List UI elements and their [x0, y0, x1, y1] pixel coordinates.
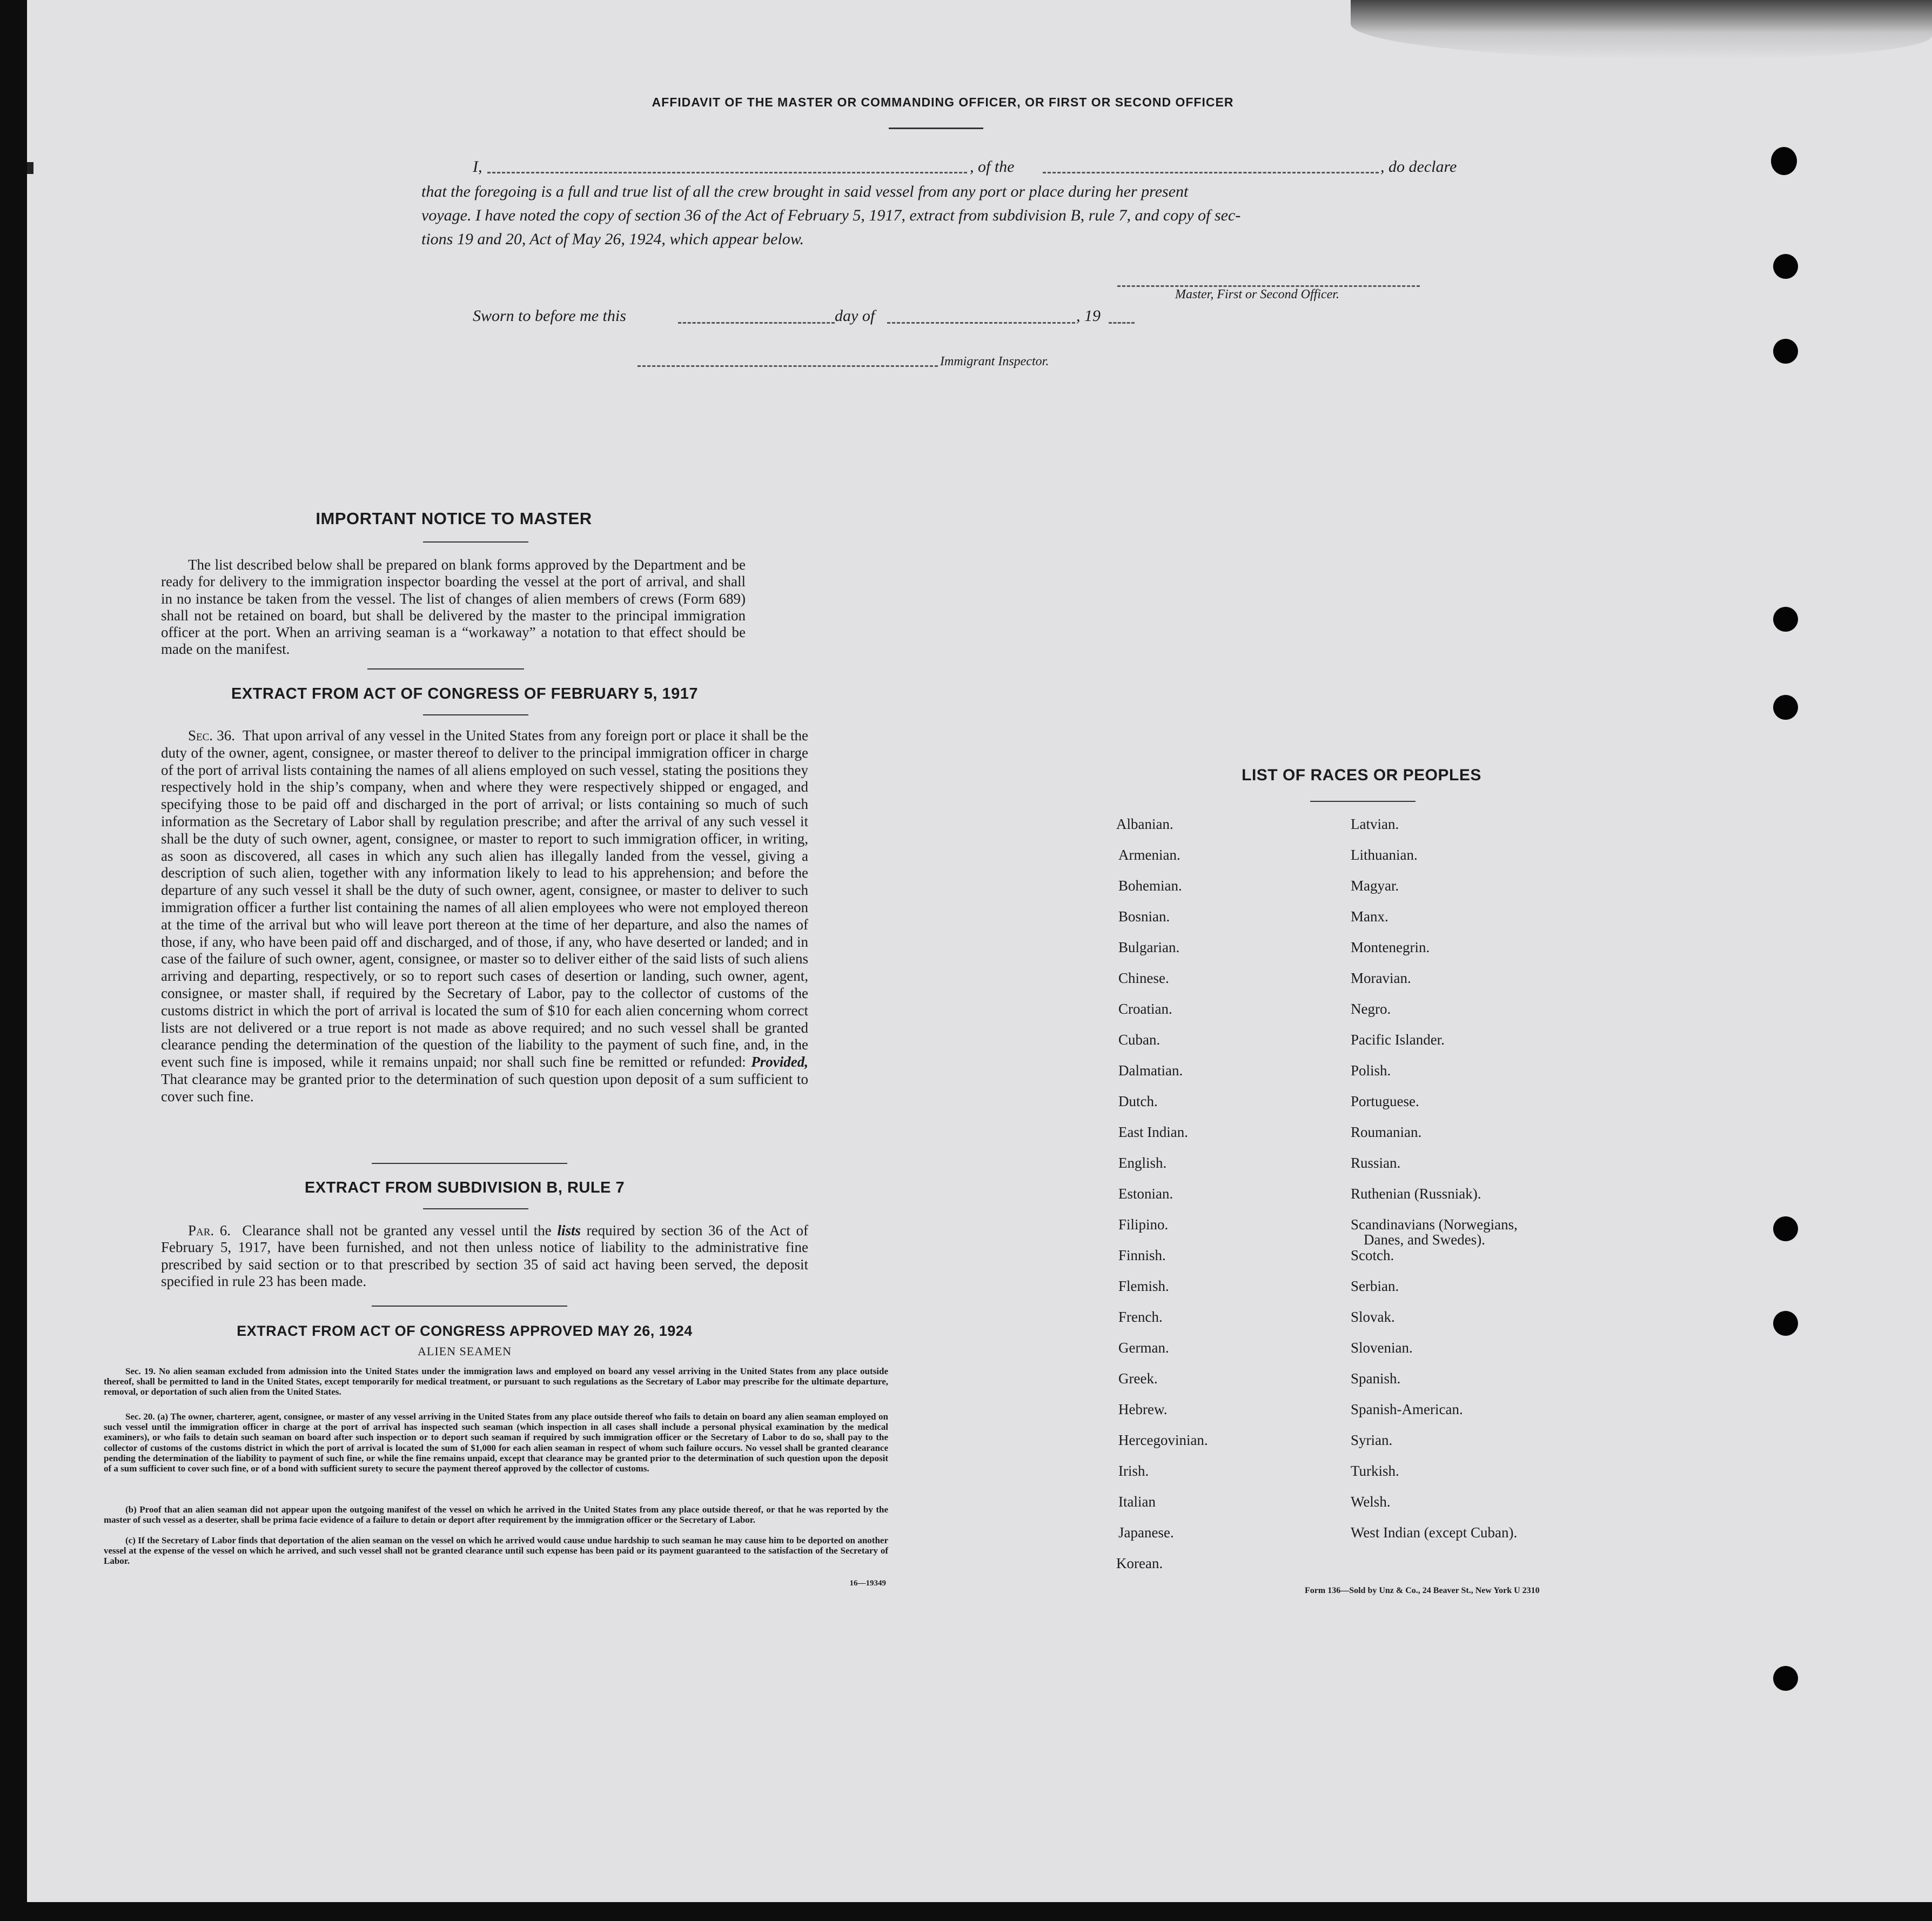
race-item: Hebrew.	[1118, 1401, 1168, 1417]
act1924-subtitle: ALIEN SEAMEN	[418, 1344, 512, 1358]
race-item: Cuban.	[1118, 1032, 1160, 1048]
act1917-body	[161, 727, 808, 1106]
affidavit-i-label: I,	[473, 158, 482, 176]
act1924-sec20a-text: (a) The owner, charterer, agent, consignee, or master of any vessel arriving in the United States from any place outside thereof who fails to detain on board any alien seaman employed on such vessel until the immigration officer in charge at the port of arrival has inspected such seaman (which inspection in all cases shall include a personal physical examination by the medical examiners), or who fails to detain such seaman on board after such inspection or to deport such seaman if required by such immigration officer or the Secretary of Labor to do so, shall pay to the collector of customs of the customs district in which the port of arrival is located the sum of $1,000 for each alien seaman in respect of whom such failure occurs. No vessel shall be granted clearance pending the determination of the liability to payment of such fine, or while the fine remains unpaid, except that clearance may be granted prior to the determination of such question upon the deposit of a sum sufficient to cover such fine, or of a bond with sufficient surety to secure the payment thereof approved by the collector of customs.	[104, 1411, 888, 1474]
act1924-title: EXTRACT FROM ACT OF CONGRESS APPROVED MAY 26, 1924	[237, 1323, 693, 1339]
notice-end-rule	[367, 668, 524, 670]
race-item: French.	[1118, 1309, 1163, 1325]
rule7-end-rule	[372, 1306, 567, 1307]
race-item: Bosnian.	[1118, 908, 1170, 925]
affidavit-line-2: that the foregoing is a full and true list of all the crew brought in said vessel from any port or place during her present	[421, 183, 1189, 200]
rule7-title: EXTRACT FROM SUBDIVISION B, RULE 7	[304, 1179, 625, 1196]
race-item: Bulgarian.	[1118, 939, 1180, 955]
do-declare-label: , do declare	[1380, 158, 1457, 176]
rule7-text-a: Clearance shall not be granted any vessel until the	[242, 1222, 552, 1239]
punch-hole	[1773, 1216, 1798, 1241]
race-item: Russian.	[1351, 1155, 1401, 1171]
act1917-end-rule	[372, 1163, 567, 1164]
race-item: Moravian.	[1351, 970, 1411, 986]
race-item: Polish.	[1351, 1062, 1391, 1079]
race-item: English.	[1118, 1155, 1167, 1171]
punch-hole	[1773, 1311, 1798, 1336]
race-item: Spanish-American.	[1351, 1401, 1463, 1417]
race-item: Slovak.	[1351, 1309, 1395, 1325]
act1917-rule	[423, 714, 528, 715]
notice-body: The list described below shall be prepared on blank forms approved by the Department and be ready for delivery to the immigration inspector boarding the vessel at the port of arrival, and shall in no instance be taken from the vessel. The list of changes of alien members of crews (Form 689) shall not be retained on board, but shall be delivered by the master to the principal immigration officer at the port. When an arriving seaman is a “workaway” a notation to that effect should be made on the manifest.	[161, 557, 746, 658]
race-item: Serbian.	[1351, 1278, 1399, 1294]
race-item: Negro.	[1351, 1001, 1391, 1017]
act1924-sec19	[104, 1366, 888, 1397]
act1917-provided: Provided,	[751, 1054, 809, 1070]
race-item: Welsh.	[1351, 1494, 1391, 1510]
punch-hole	[1773, 1666, 1798, 1691]
race-item: Scotch.	[1351, 1247, 1394, 1263]
inspector-label: Immigrant Inspector.	[940, 354, 1049, 369]
act1917-text-b: That clearance may be granted prior to the determination of such question upon deposit of a sum sufficient to cover such fine.	[161, 1070, 808, 1105]
race-item: Spanish.	[1351, 1370, 1401, 1387]
race-item: East Indian.	[1118, 1124, 1188, 1140]
rule7-lists: lists	[557, 1222, 581, 1239]
race-item: Dalmatian.	[1118, 1062, 1183, 1079]
race-item: Dutch.	[1118, 1093, 1158, 1109]
left-edge-mark	[27, 162, 33, 174]
race-item: Turkish.	[1351, 1463, 1399, 1479]
affidavit-line-3: voyage. I have noted the copy of section 36 of the Act of February 5, 1917, extract from subdivision B, rule 7, and copy of sec-	[421, 206, 1241, 224]
punch-hole	[1773, 695, 1798, 720]
act1917-text-a: That upon arrival of any vessel in the United States from any foreign port or place it shall be the duty of the owner, agent, consignee, or master thereof to deliver to the principal immigration officer in charge of the port of arrival lists containing the names of all aliens employed on such vessel, stating the positions they respectively hold in the ship’s company, when and where they were respectively shipped or engaged, and specifying those to be paid off and discharged in the port of arrival; or lists containing so much of such information as the Secretary of Labor shall by regulation prescribe; and after the arrival of any such vessel it shall be the duty of such owner, agent, consignee, or master to report to such immigration officer, in writing, as soon as discovered, all cases in which any such alien has illegally landed from the vessel, giving a description of such alien, together with any information likely to lead to his apprehension; and before the departure of any such vessel it shall be the duty of such owner, agent, consignee, or master to deliver to such immigration officer a further list containing the names of all alien employees who were not employed thereon at the time of the arrival but who will leave port thereon at the time of her departure, and also the names of those, if any, who have been paid off and discharged, and of those, if any, who have deserted or landed; and in case of the failure of such owner, agent, consignee, or master so to deliver either of the said lists of such aliens arriving and departing, respectively, or so to report such cases of desertion or landing, such owner, agent, consignee, or master shall, if required by the Secretary of Labor, pay to the collector of customs of the customs district in which the port of arrival is located the sum of $10 for each alien concerning whom correct lists are not delivered or a true report is not made as above required; and no such vessel shall be granted clearance pending the determination of the question of the liability to the payment of such fine, and, in the event such fine is imposed, while it remains unpaid; nor shall such fine be remitted or refunded:	[161, 727, 808, 1070]
rule7-par-label: Par. 6.	[188, 1222, 231, 1239]
punch-hole	[1773, 254, 1798, 279]
title-rule	[889, 128, 983, 129]
act1924-sec20c: (c) If the Secretary of Labor finds that deportation of the alien seaman on the vessel on which he arrived would cause undue hardship to such seaman he may cause him to be deported on another vessel at the expense of the vessel on which he arrived, and such vessel shall not be granted clearance until such expense has been paid or its payment guaranteed to the satisfaction of the Secretary of Labor.	[104, 1535, 888, 1567]
race-item: Irish.	[1118, 1463, 1149, 1479]
race-item: Filipino.	[1118, 1216, 1169, 1233]
race-item: Scandinavians (Norwegians,	[1351, 1216, 1518, 1233]
race-item: Danes, and Swedes).	[1364, 1231, 1485, 1248]
races-title: LIST OF RACES OR PEOPLES	[1242, 766, 1481, 784]
day-of-label: day of	[835, 307, 875, 325]
race-item: Italian	[1118, 1494, 1156, 1510]
race-item: Roumanian.	[1351, 1124, 1422, 1140]
punch-hole	[1773, 607, 1798, 632]
year-label: , 19	[1076, 307, 1101, 325]
race-item: Slovenian.	[1351, 1340, 1413, 1356]
race-item: West Indian (except Cuban).	[1351, 1524, 1518, 1541]
rule7-rule	[423, 1208, 528, 1209]
race-item: Greek.	[1118, 1370, 1158, 1387]
inspector-signature-field[interactable]	[638, 365, 938, 367]
race-item: Croatian.	[1118, 1001, 1172, 1017]
act1917-title: EXTRACT FROM ACT OF CONGRESS OF FEBRUARY 5, 1917	[231, 685, 699, 702]
race-item: Korean.	[1116, 1555, 1163, 1571]
race-item: Latvian.	[1351, 816, 1399, 832]
race-item: Chinese.	[1118, 970, 1169, 986]
rule7-text-b: required by section 36 of the Act of February 5, 1917, have been furnished, and not then unless notice of liability to the administrative fine prescribed by said section or to that prescribed by section 35 of said act having been served, the deposit specified in rule 23 has been made.	[161, 1222, 808, 1289]
master-name-field[interactable]	[487, 172, 967, 173]
races-rule	[1310, 801, 1416, 802]
race-item: Montenegrin.	[1351, 939, 1430, 955]
notice-title: IMPORTANT NOTICE TO MASTER	[316, 509, 592, 528]
act1924-sec19-label: Sec. 19.	[125, 1366, 156, 1376]
act1924-code: 16—19349	[849, 1579, 886, 1588]
race-item: Manx.	[1351, 908, 1388, 925]
race-item: Syrian.	[1351, 1432, 1393, 1448]
notice-rule	[423, 541, 528, 543]
race-item: Magyar.	[1351, 878, 1399, 894]
sworn-label: Sworn to before me this	[473, 307, 626, 325]
punch-hole	[1771, 147, 1797, 175]
race-item: Finnish.	[1118, 1247, 1166, 1263]
punch-hole	[1773, 339, 1798, 364]
sworn-year-field[interactable]	[1109, 322, 1135, 324]
form-footer-note: Form 136—Sold by Unz & Co., 24 Beaver St., New York U 2310	[1305, 1586, 1540, 1595]
race-item: Hercegovinian.	[1118, 1432, 1208, 1448]
race-item: Bohemian.	[1118, 878, 1182, 894]
affidavit-title: AFFIDAVIT OF THE MASTER OR COMMANDING OFFICER, OR FIRST OR SECOND OFFICER	[652, 95, 1234, 109]
act1924-sec20-label: Sec. 20.	[125, 1411, 155, 1422]
race-item: Albanian.	[1116, 816, 1173, 832]
act1924-sec20b: (b) Proof that an alien seaman did not appear upon the outgoing manifest of the vessel on which he arrived in the United States from any place outside thereof, or that he was reported by the master of such vessel as a deserter, shall be prima facie evidence of a failure to detain or deport after requirement by the immigration officer or the Secretary of Labor.	[104, 1504, 888, 1525]
master-signature-field[interactable]	[1117, 285, 1420, 287]
race-item: Estonian.	[1118, 1186, 1173, 1202]
sworn-month-field[interactable]	[887, 322, 1075, 324]
master-signature-label: Master, First or Second Officer.	[1175, 287, 1339, 302]
race-item: Armenian.	[1118, 847, 1180, 863]
act1924-sec20a	[104, 1411, 888, 1474]
race-item: Flemish.	[1118, 1278, 1169, 1294]
sworn-day-field[interactable]	[678, 322, 835, 324]
race-item: German.	[1118, 1340, 1169, 1356]
vessel-name-field[interactable]	[1043, 172, 1379, 173]
race-item: Ruthenian (Russniak).	[1351, 1186, 1481, 1202]
of-the-label: , of the	[970, 158, 1015, 176]
race-item: Pacific Islander.	[1351, 1032, 1445, 1048]
top-stain	[1351, 0, 1932, 59]
act1924-sec19-text: No alien seaman excluded from admission into the United States under the immigration laws and employed on board any vessel arriving in the United States from any place outside thereof, shall be permitted to land in the United States, except temporarily for medical treatment, or pursuant to such regulations as the Secretary of Labor may prescribe for the ultimate departure, removal, or deportation of such alien from the United States.	[104, 1366, 888, 1397]
race-item: Japanese.	[1118, 1524, 1174, 1541]
form-page	[27, 0, 1932, 1902]
race-item: Lithuanian.	[1351, 847, 1418, 863]
act1917-sec-label: Sec. 36.	[188, 727, 235, 744]
race-item: Portuguese.	[1351, 1093, 1419, 1109]
affidavit-line-4: tions 19 and 20, Act of May 26, 1924, which appear below.	[421, 230, 804, 248]
rule7-body	[161, 1222, 808, 1290]
